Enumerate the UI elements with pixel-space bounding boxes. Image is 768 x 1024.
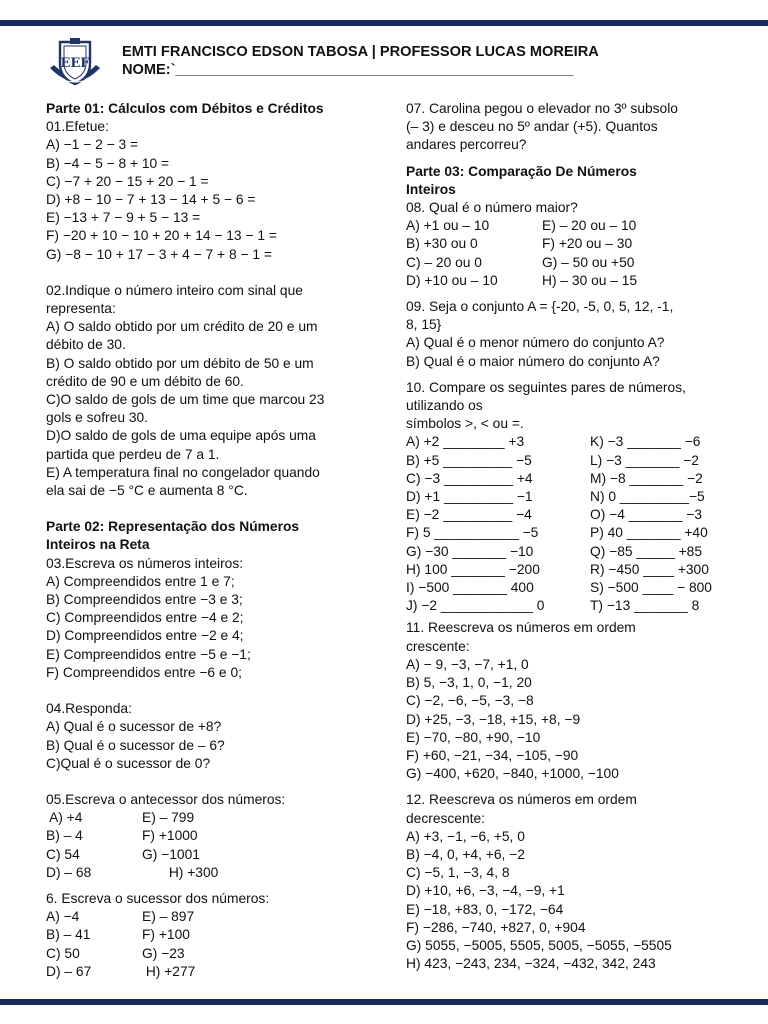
- q5-item: C) 54: [46, 846, 80, 862]
- q1-item: B) −4 − 5 − 8 + 10 =: [46, 155, 170, 171]
- q2-line: débito de 30.: [46, 337, 126, 353]
- q2-line: gols e sofreu 30.: [46, 410, 149, 426]
- q8-item: D) +10 ou – 10: [406, 272, 498, 288]
- q6-item: E) – 897: [142, 909, 195, 925]
- q12-line: E) −18, +83, 0, −172, −64: [406, 901, 564, 917]
- q10-line: 10. Compare os seguintes pares de números,: [406, 379, 686, 395]
- q10-item: A) +2 ________ +3: [406, 434, 525, 450]
- q8-item: A) +1 ou – 10: [406, 218, 490, 234]
- q9-line: 09. Seja o conjunto A = {-20, -5, 0, 5, 12, -1,: [406, 299, 674, 315]
- question-6-prompt: 6. Escreva o sucessor dos números:: [46, 890, 270, 906]
- q6-item: F) +100: [142, 927, 190, 943]
- q1-item: D) +8 − 10 − 7 + 13 − 14 + 5 − 6 =: [46, 192, 256, 208]
- q5-item: E) – 799: [142, 810, 195, 826]
- top-border: [0, 20, 768, 26]
- part3-title: Parte 03: Comparação De Números: [406, 163, 637, 179]
- left-column: [46, 100, 376, 981]
- part2-title: Parte 02: Representação dos Números: [46, 519, 300, 535]
- question-8-prompt: 08. Qual é o número maior?: [406, 200, 578, 216]
- q10-item: B) +5 _________ −5: [406, 452, 532, 468]
- q11-line: 11. Reescreva os números em ordem: [406, 620, 636, 636]
- q11-line: A) − 9, −3, −7, +1, 0: [406, 656, 529, 672]
- q7-line: (– 3) e desceu no 5º andar (+5). Quantos: [406, 119, 658, 135]
- part2-title-cont: Inteiros na Reta: [46, 537, 150, 553]
- q2-line: E) A temperatura final no congelador quando: [46, 464, 320, 480]
- q12-line: G) 5055, −5005, 5505, 5005, −5055, −5505: [406, 937, 672, 953]
- q6-item: B) – 41: [46, 927, 91, 943]
- q8-item: E) – 20 ou – 10: [542, 218, 637, 234]
- q3-item: A) Compreendidos entre 1 e 7;: [46, 573, 235, 589]
- q10-item: D) +1 _________ −1: [406, 489, 533, 505]
- q10-item: R) −450 ____ +300: [590, 561, 709, 577]
- q3-item: F) Compreendidos entre −6 e 0;: [46, 664, 242, 680]
- q10-item: C) −3 _________ +4: [406, 470, 533, 486]
- q10-line: símbolos >, < ou =.: [406, 416, 524, 432]
- q12-line: 12. Reescreva os números em ordem: [406, 792, 637, 808]
- q1-item: F) −20 + 10 − 10 + 20 + 14 − 13 − 1 =: [46, 228, 277, 244]
- q5-item: F) +1000: [142, 828, 198, 844]
- student-name-field[interactable]: NOME:`_________________________________________________: [122, 62, 574, 78]
- q10-item: N) 0 _________−5: [590, 489, 705, 505]
- q12-line: B) −4, 0, +4, +6, −2: [406, 846, 525, 862]
- q10-item: M) −8 _______ −2: [590, 470, 703, 486]
- q1-item: G) −8 − 10 + 17 − 3 + 4 − 7 + 8 − 1 =: [46, 246, 272, 262]
- q9-line: 8, 15}: [406, 317, 442, 333]
- q6-item: A) −4: [46, 909, 80, 925]
- q3-item: E) Compreendidos entre −5 e −1;: [46, 646, 251, 662]
- q5-item: A) +4: [46, 810, 83, 826]
- q10-item: P) 40 _______ +40: [590, 525, 708, 541]
- q10-item: F) 5 ___________ −5: [406, 525, 539, 541]
- q2-line: B) O saldo obtido por um débito de 50 e um: [46, 355, 314, 371]
- right-column: [406, 100, 736, 973]
- q8-grid: [406, 217, 736, 290]
- q8-item: B) +30 ou 0: [406, 236, 478, 252]
- q2-line: C)O saldo de gols de um time que marcou 23: [46, 392, 325, 408]
- q6-item: G) −23: [142, 945, 185, 961]
- q12-line: H) 423, −243, 234, −324, −432, 342, 243: [406, 956, 656, 972]
- q8-item: F) +20 ou – 30: [542, 236, 633, 252]
- q10-grid: [406, 433, 736, 615]
- q10-item: J) −2 ____________ 0: [406, 598, 545, 614]
- question-5-prompt: 05.Escreva o antecessor dos números:: [46, 791, 286, 807]
- q10-item: K) −3 _______ −6: [590, 434, 701, 450]
- q8-item: H) – 30 ou – 15: [542, 272, 638, 288]
- q12-line: F) −286, −740, +827, 0, +904: [406, 919, 586, 935]
- q10-item: Q) −85 _____ +85: [590, 543, 702, 559]
- page-header: [44, 34, 734, 90]
- q11-line: C) −2, −6, −5, −3, −8: [406, 693, 534, 709]
- q4-item: C)Qual é o sucessor de 0?: [46, 755, 211, 771]
- q6-item: C) 50: [46, 945, 80, 961]
- q5-item: G) −1001: [142, 846, 200, 862]
- q3-item: C) Compreendidos entre −4 e 2;: [46, 610, 244, 626]
- q11-line: B) 5, −3, 1, 0, −1, 20: [406, 675, 532, 691]
- q10-item: S) −500 ____ − 800: [590, 580, 712, 596]
- q2-line: representa:: [46, 301, 116, 317]
- q12-line: decrescente:: [406, 810, 485, 826]
- q5-item: H) +300: [142, 864, 219, 880]
- question-4-prompt: 04.Responda:: [46, 701, 132, 717]
- q2-line: ela sai de −5 °C e aumenta 8 °C.: [46, 483, 248, 499]
- q7-line: andares percorreu?: [406, 137, 527, 153]
- crest-lettering: EEF: [60, 56, 90, 71]
- q2-line: A) O saldo obtido por um crédito de 20 e um: [46, 319, 318, 335]
- q1-item: E) −13 + 7 − 9 + 5 − 13 =: [46, 210, 201, 226]
- q5-item: D) – 68: [46, 864, 92, 880]
- q12-line: D) +10, +6, −3, −4, −9, +1: [406, 883, 565, 899]
- q1-item: A) −1 − 2 − 3 =: [46, 137, 139, 153]
- q10-line: utilizando os: [406, 398, 483, 414]
- q12-line: C) −5, 1, −3, 4, 8: [406, 865, 510, 881]
- q10-item: I) −500 _______ 400: [406, 580, 534, 596]
- q10-item: E) −2 _________ −4: [406, 507, 532, 523]
- part3-title-cont: Inteiros: [406, 181, 456, 197]
- q1-item: C) −7 + 20 − 15 + 20 − 1 =: [46, 173, 209, 189]
- q6-item: D) – 67: [46, 963, 92, 979]
- q6-grid: [46, 908, 376, 981]
- q5-grid: [46, 809, 376, 882]
- q2-line: 02.Indique o número inteiro com sinal que: [46, 282, 303, 298]
- q11-line: G) −400, +620, −840, +1000, −100: [406, 766, 619, 782]
- school-title: EMTI FRANCISCO EDSON TABOSA | PROFESSOR LUCAS MOREIRA: [122, 44, 599, 60]
- q11-line: crescente:: [406, 638, 470, 654]
- q4-item: A) Qual é o sucessor de +8?: [46, 719, 222, 735]
- q2-line: crédito de 90 e um débito de 60.: [46, 373, 244, 389]
- q11-line: F) +60, −21, −34, −105, −90: [406, 747, 579, 763]
- q10-item: L) −3 _______ −2: [590, 452, 699, 468]
- q7-line: 07. Carolina pegou o elevador no 3º subsolo: [406, 101, 678, 116]
- bottom-border: [0, 999, 768, 1005]
- question-3-prompt: 03.Escreva os números inteiros:: [46, 555, 244, 571]
- q10-item: T) −13 _______ 8: [590, 598, 700, 614]
- question-1-prompt: 01.Efetue:: [46, 119, 109, 135]
- q11-line: D) +25, −3, −18, +15, +8, −9: [406, 711, 581, 727]
- q9-line: B) Qual é o maior número do conjunto A?: [406, 353, 660, 369]
- q12-line: A) +3, −1, −6, +5, 0: [406, 828, 525, 844]
- q3-item: B) Compreendidos entre −3 e 3;: [46, 592, 243, 608]
- q10-item: O) −4 _______ −3: [590, 507, 702, 523]
- q2-line: D)O saldo de gols de uma equipe após uma: [46, 428, 316, 444]
- q2-line: partida que perdeu de 7 a 1.: [46, 446, 220, 462]
- part1-title: Parte 01: Cálculos com Débitos e Créditos: [46, 101, 324, 116]
- q11-line: E) −70, −80, +90, −10: [406, 729, 541, 745]
- q10-item: G) −30 _______ −10: [406, 543, 534, 559]
- q6-item: H) +277: [142, 963, 196, 979]
- q8-item: C) – 20 ou 0: [406, 254, 482, 270]
- q5-item: B) – 4: [46, 828, 83, 844]
- q9-line: A) Qual é o menor número do conjunto A?: [406, 335, 665, 351]
- q4-item: B) Qual é o sucessor de – 6?: [46, 737, 225, 753]
- q8-item: G) – 50 ou +50: [542, 254, 635, 270]
- school-crest-icon: [44, 34, 106, 92]
- q3-item: D) Compreendidos entre −2 e 4;: [46, 628, 244, 644]
- q10-item: H) 100 _______ −200: [406, 561, 540, 577]
